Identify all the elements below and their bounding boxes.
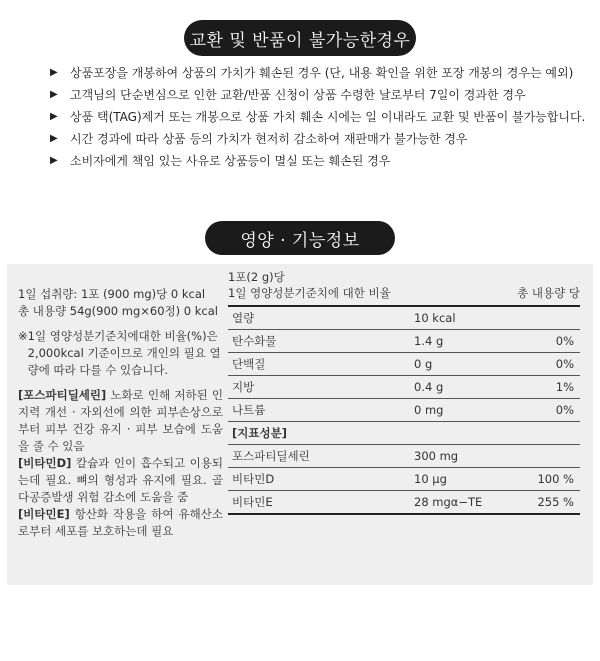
serving-line: 1일 섭취량: 1포 (900 mg)당 0 kcal — [18, 287, 206, 301]
daily-value-note — [18, 328, 223, 379]
triangle-bullet-icon: ▶ — [50, 133, 58, 144]
ingredient-phosphatidylserine: [포스파티딜세린] 노화로 인해 저하된 인지력 개선 · 자외선에 의한 피부손상으로부터 피부 건강 유지 · 피부 보습에 도움을 줄 수 있음 — [18, 388, 223, 453]
nutrition-summary — [18, 278, 223, 540]
table-header-total: 총 내용량 당 — [517, 286, 580, 300]
exchange-return-list — [50, 62, 590, 172]
triangle-bullet-icon: ▶ — [50, 111, 58, 122]
table-header-serving: 1포(2 g)당 — [228, 270, 285, 284]
table-header-daily: 1일 영양성분기준치에 대한 비율 — [228, 286, 391, 300]
ingredient-vitamin-e: [비타민E] 항산화 작용을 하여 유해산소로부터 세포를 보호하는데 필요 — [18, 507, 223, 538]
table-row: 탄수화물 1.4 g 0% — [228, 330, 580, 353]
ingredient-vitamin-d: [비타민D] 칼슘과 인이 흡수되고 이용되는데 필요. 뼈의 형성과 유지에 필요. 골다공증발생 위험 감소에 도움을 줌 — [18, 456, 223, 504]
list-item: ▶ 소비자에게 책임 있는 사유로 상품등이 멸실 또는 훼손된 경우 — [50, 150, 590, 172]
table-row: 지방 0.4 g 1% — [228, 376, 580, 399]
nutrition-title: 영양 · 기능정보 — [205, 221, 395, 255]
list-item: ▶ 고객님의 단순변심으로 인한 교환/반품 신청이 상품 수령한 날로부터 7일이 경과한 경우 — [50, 84, 590, 106]
note-mark: ※ — [18, 329, 28, 343]
list-item: ▶ 시간 경과에 따라 상품 등의 가치가 현저히 감소하여 재판매가 불가능한 경우 — [50, 128, 590, 150]
triangle-bullet-icon: ▶ — [50, 89, 58, 100]
table-row: [지표성분] — [228, 422, 580, 445]
note-text: 1일 영양성분기준치에대한 비율(%)은 2,000kcal 기준이므로 개인의 필요 열량에 따라 다를 수 있습니다. — [27, 329, 221, 377]
total-line: 총 내용량 54g(900 mg×60정) 0 kcal — [18, 304, 218, 318]
table-row: 포스파티딜세린 300 mg — [228, 445, 580, 468]
triangle-bullet-icon: ▶ — [50, 67, 58, 78]
exchange-return-title: 교환 및 반품이 불가능한경우 — [184, 20, 416, 56]
table-row: 비타민D 10 μg 100 % — [228, 468, 580, 491]
list-item: ▶ 상품포장을 개봉하여 상품의 가치가 훼손된 경우 (단, 내용 확인을 위한 포장 개봉의 경우는 예외) — [50, 62, 590, 84]
list-item: ▶ 상품 택(TAG)제거 또는 개봉으로 상품 가치 훼손 시에는 일 이내라도 교환 및 반품이 불가능합니다. — [50, 106, 590, 128]
table-row: 단백질 0 g 0% — [228, 353, 580, 376]
table-row: 나트륨 0 mg 0% — [228, 399, 580, 422]
table-row: 비타민E 28 mgα−TE 255 % — [228, 491, 580, 515]
triangle-bullet-icon: ▶ — [50, 155, 58, 166]
nutrition-table — [228, 269, 580, 515]
table-header-row — [228, 285, 580, 301]
table-row: 열량 10 kcal — [228, 307, 580, 330]
